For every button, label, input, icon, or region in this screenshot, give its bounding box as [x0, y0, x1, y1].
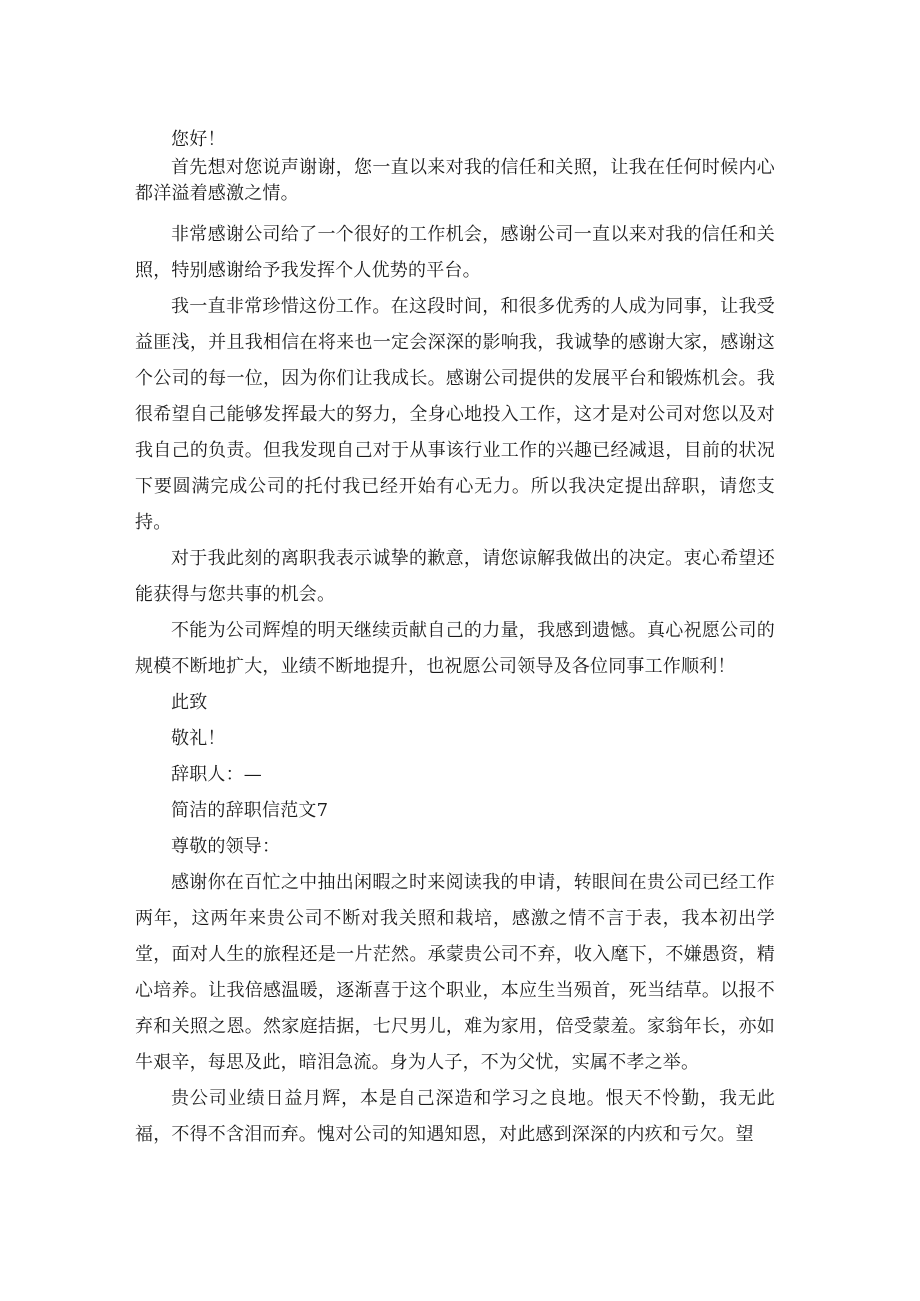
addressee: 尊敬的领导： [171, 836, 281, 857]
paragraph-gratitude: 感谢你在百忙之中抽出闲暇之时来阅读我的申请，转眼间在贵公司已经工作两年，这两年来贵公司不断对我关照和栽培，感激之情不言于表，我本初出学堂，面对人生的旅程还是一片茫然。承蒙贵公司不弃，收入麾下，不嫌愚资，精心培养。让我倍感温暖，逐渐喜于这个职业，本应生当殒首，死当结草。以报不弃和关照之恩。然家庭拮据，七尺男儿，难为家用，倍受蒙羞。家翁年长，亦如牛艰辛，每思及此，暗泪急流。身为人子，不为父忧，实属不孝之举。 [135, 872, 775, 1073]
document-page [135, 128, 775, 1153]
paragraph-cherish: 我一直非常珍惜这份工作。在这段时间，和很多优秀的人成为同事，让我受益匪浅，并且我相信在将来也一定会深深的影响我，我诚挚的感谢大家，感谢这个公司的每一位，因为你们让我成长。感谢公司提供的发展平台和锻炼机会。我很希望自己能够发挥最大的努力，全身心地投入工作，这才是对公司对您以及对我自己的负责。但我发现自己对于从事该行业工作的兴趣已经减退，目前的状况下要圆满完成公司的托付我已经开始有心无力。所以我决定提出辞职，请您支持。 [135, 296, 775, 533]
greeting: 您好！ [171, 129, 226, 150]
signature-line: 辞职人：— [171, 764, 262, 785]
closing-salutation: 此致 [171, 692, 208, 713]
paragraph-regret: 不能为公司辉煌的明天继续贡献自己的力量，我感到遗憾。真心祝愿公司的规模不断地扩大，业绩不断地提升，也祝愿公司领导及各位同事工作顺利！ [135, 620, 775, 677]
paragraph-thanks: 首先想对您说声谢谢，您一直以来对我的信任和关照，让我在任何时候内心都洋溢着感激之情。 [135, 157, 775, 204]
paragraph-opportunity: 非常感谢公司给了一个很好的工作机会，感谢公司一直以来对我的信任和关照，特别感谢给予我发挥个人优势的平台。 [135, 224, 775, 281]
paragraph-company: 贵公司业绩日益月辉，本是自己深造和学习之良地。恨天不怜勤，我无此福，不得不含泪而弃。愧对公司的知遇知恩，对此感到深深的内疚和亏欠。望 [135, 1088, 775, 1145]
paragraph-apology: 对于我此刻的离职我表示诚挚的歉意，请您谅解我做出的决定。衷心希望还能获得与您共事的机会。 [135, 548, 775, 605]
closing-respect: 敬礼！ [171, 728, 226, 749]
section-heading: 简洁的辞职信范文7 [171, 800, 329, 821]
